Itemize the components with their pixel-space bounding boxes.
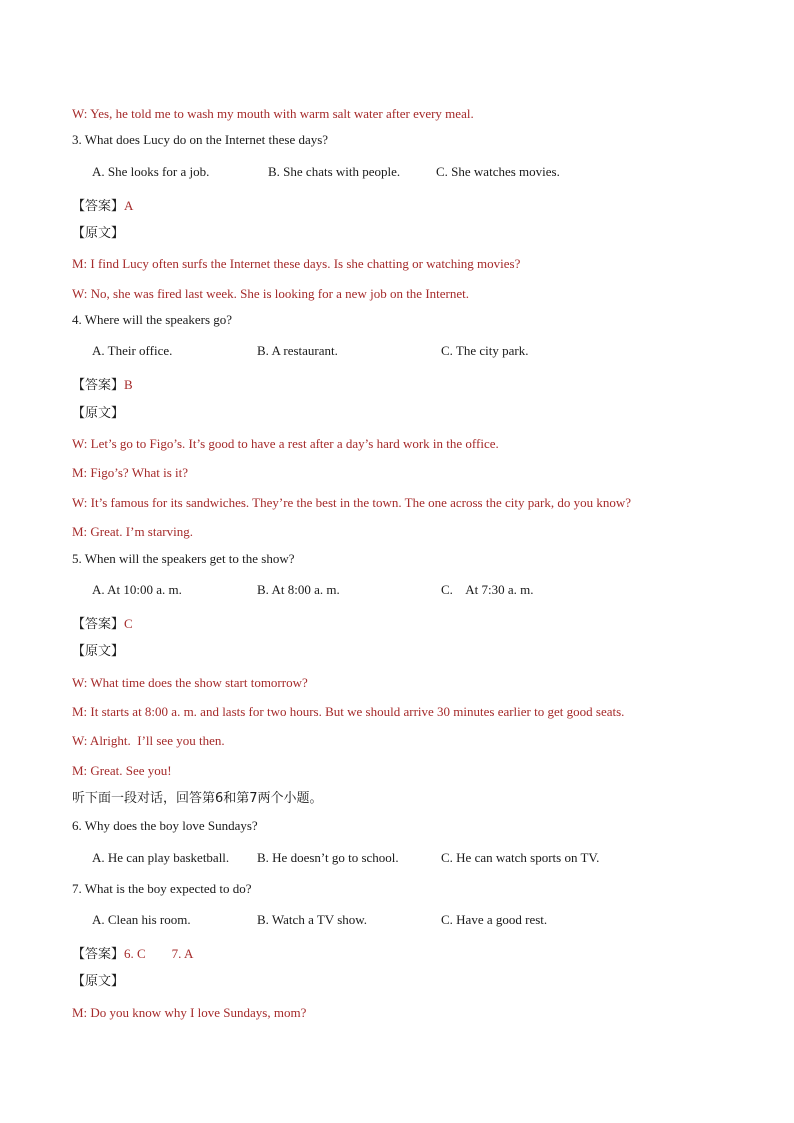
question-6: 6. Why does the boy love Sundays? [72,818,258,833]
q67-transcript-label: 【原文】 [72,974,125,989]
q67-answer [72,946,193,963]
q3-transcript-line-2: W: No, she was fired last week. She is looking for a new job on the Internet. [72,286,470,301]
answer-label: 【答案】 [72,378,125,393]
answer-value: A [124,198,134,213]
q5-transcript-line-1: W: What time does the show start tomorrow? [72,675,308,690]
q7-option-a: A. Clean his room. [92,912,191,927]
answer-label: 【答案】 [72,947,125,962]
q5-transcript-line-4: M: Great. See you! [72,763,172,778]
question-5: 5. When will the speakers get to the show? [72,551,295,566]
q4-transcript-line-3: W: It’s famous for its sandwiches. They’re the best in the town. The one across the city park, do you know? [72,495,631,510]
q4-transcript-line-4: M: Great. I’m starving. [72,524,193,539]
q5-transcript-line-2: M: It starts at 8:00 a. m. and lasts for two hours. But we should arrive 30 minutes earlier to get good seats. [72,704,625,719]
q3-transcript-label: 【原文】 [72,226,125,241]
q4-option-b: B. A restaurant. [257,343,338,358]
q5-option-b: B. At 8:00 a. m. [257,582,340,597]
q5-answer [72,616,133,633]
q3-option-b: B. She chats with people. [268,164,401,179]
answer-value: B [124,377,133,392]
answer-label: 【答案】 [72,199,125,214]
q4-option-c: C. The city park. [441,343,529,358]
q5-transcript-label: 【原文】 [72,644,125,659]
answer-value: C [124,616,133,631]
q5-transcript-line-3: W: Alright. I’ll see you then. [72,733,225,748]
q7-option-b: B. Watch a TV show. [257,912,368,927]
answer-label: 【答案】 [72,617,125,632]
question-7: 7. What is the boy expected to do? [72,881,252,896]
transcript-line: W: Yes, he told me to wash my mouth with warm salt water after every meal. [72,106,474,121]
q3-option-a: A. She looks for a job. [92,164,210,179]
q4-answer [72,377,133,394]
q5-option-a: A. At 10:00 a. m. [92,582,182,597]
q3-answer [72,198,133,215]
q5-option-c: C. At 7:30 a. m. [441,582,534,597]
q4-transcript-line-1: W: Let’s go to Figo’s. It’s good to have a rest after a day’s hard work in the office. [72,436,499,451]
q6-option-c: C. He can watch sports on TV. [441,850,600,865]
question-3: 3. What does Lucy do on the Internet these days? [72,132,329,147]
question-4: 4. Where will the speakers go? [72,312,233,327]
q7-option-c: C. Have a good rest. [441,912,548,927]
q3-option-c: C. She watches movies. [436,164,560,179]
answer-value: 6. C 7. A [124,946,194,961]
q67-transcript-line-1: M: Do you know why I love Sundays, mom? [72,1005,307,1020]
section-instruction: 听下面一段对话，回答第6和第7两个小题。 [72,791,323,806]
q3-transcript-line-1: M: I find Lucy often surfs the Internet these days. Is she chatting or watching movies? [72,256,521,271]
q6-option-a: A. He can play basketball. [92,850,230,865]
q4-transcript-label: 【原文】 [72,406,125,421]
q6-option-b: B. He doesn’t go to school. [257,850,399,865]
q4-option-a: A. Their office. [92,343,173,358]
q4-transcript-line-2: M: Figo’s? What is it? [72,465,189,480]
